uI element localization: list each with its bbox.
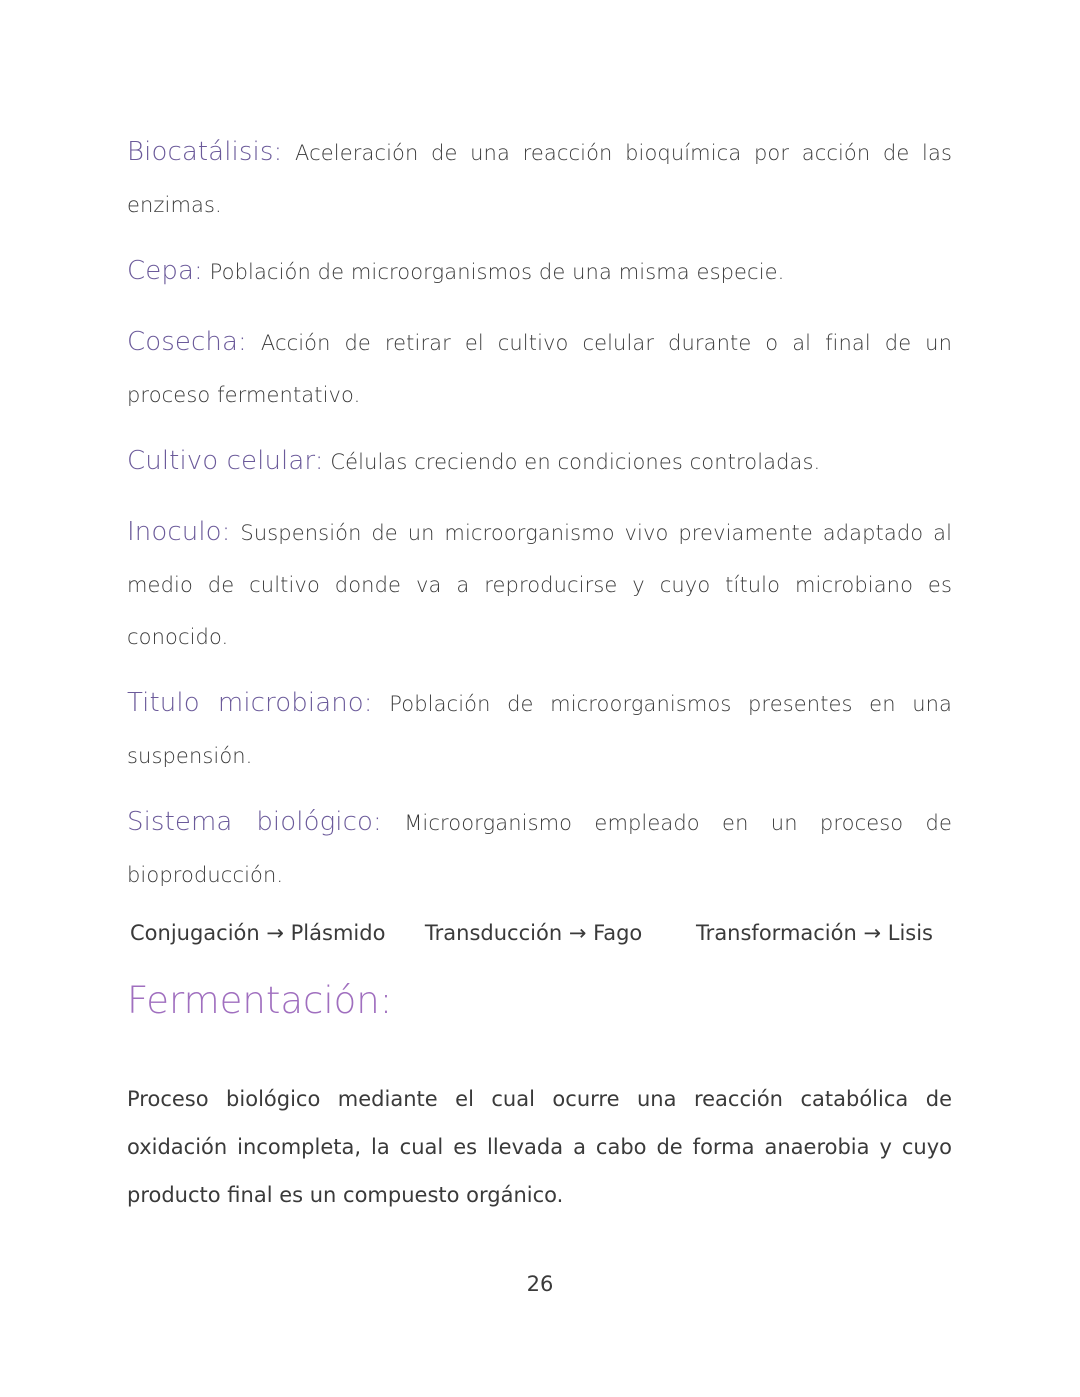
glossary-entry-sistema-biologico [127, 796, 952, 901]
glossary-entry-biocatalisis [127, 126, 952, 231]
section-heading: Fermentación: [127, 979, 393, 1022]
glossary-term: Biocatálisis: [127, 137, 283, 167]
glossary-definition: Población de microorganismos presentes en una suspensión. [127, 692, 952, 768]
glossary-term: Cosecha: [127, 327, 247, 357]
section-paragraph: Proceso biológico mediante el cual ocurre una reacción catabólica de oxidación incompleta, la cual es llevada a cabo de forma anaerobia y cuyo producto final es un compuesto orgánico. [127, 1087, 952, 1207]
glossary-definition: Microorganismo empleado en un proceso de bioproducción. [127, 811, 953, 887]
glossary-term: Inoculo: [127, 517, 231, 547]
glossary-definition: Suspensión de un microorganismo vivo previamente adaptado al medio de cultivo donde va a reproducirse y cuyo título microbiano es conocido. [127, 521, 952, 649]
glossary-definition: Población de microorganismos de una misma especie. [209, 260, 785, 284]
page-number: 26 [526, 1272, 554, 1296]
glossary-term: Cepa: [127, 256, 203, 286]
glossary-term: Titulo microbiano: [127, 688, 373, 718]
glossary-entry-titulo-microbiano [127, 677, 952, 782]
glossary-term: Sistema biológico: [127, 807, 382, 837]
transfer-item: Transducción → Fago [424, 921, 643, 945]
glossary-entry-cepa [127, 245, 952, 298]
glossary-definition: Células creciendo en condiciones controladas. [330, 450, 821, 474]
transfer-item: Conjugación → Plásmido [130, 921, 386, 945]
page-content [127, 126, 952, 1219]
glossary-definition: Aceleración de una reacción bioquímica por acción de las enzimas. [127, 141, 952, 217]
glossary-entry-inoculo [127, 506, 952, 663]
glossary-entry-cosecha [127, 316, 952, 421]
glossary-entry-cultivo-celular [127, 435, 952, 488]
transfer-item: Transformación → Lisis [695, 921, 933, 945]
gene-transfer-row [127, 913, 952, 953]
glossary-term: Cultivo celular: [127, 446, 324, 476]
glossary-definition: Acción de retirar el cultivo celular durante o al final de un proceso fermentativo. [127, 331, 952, 407]
